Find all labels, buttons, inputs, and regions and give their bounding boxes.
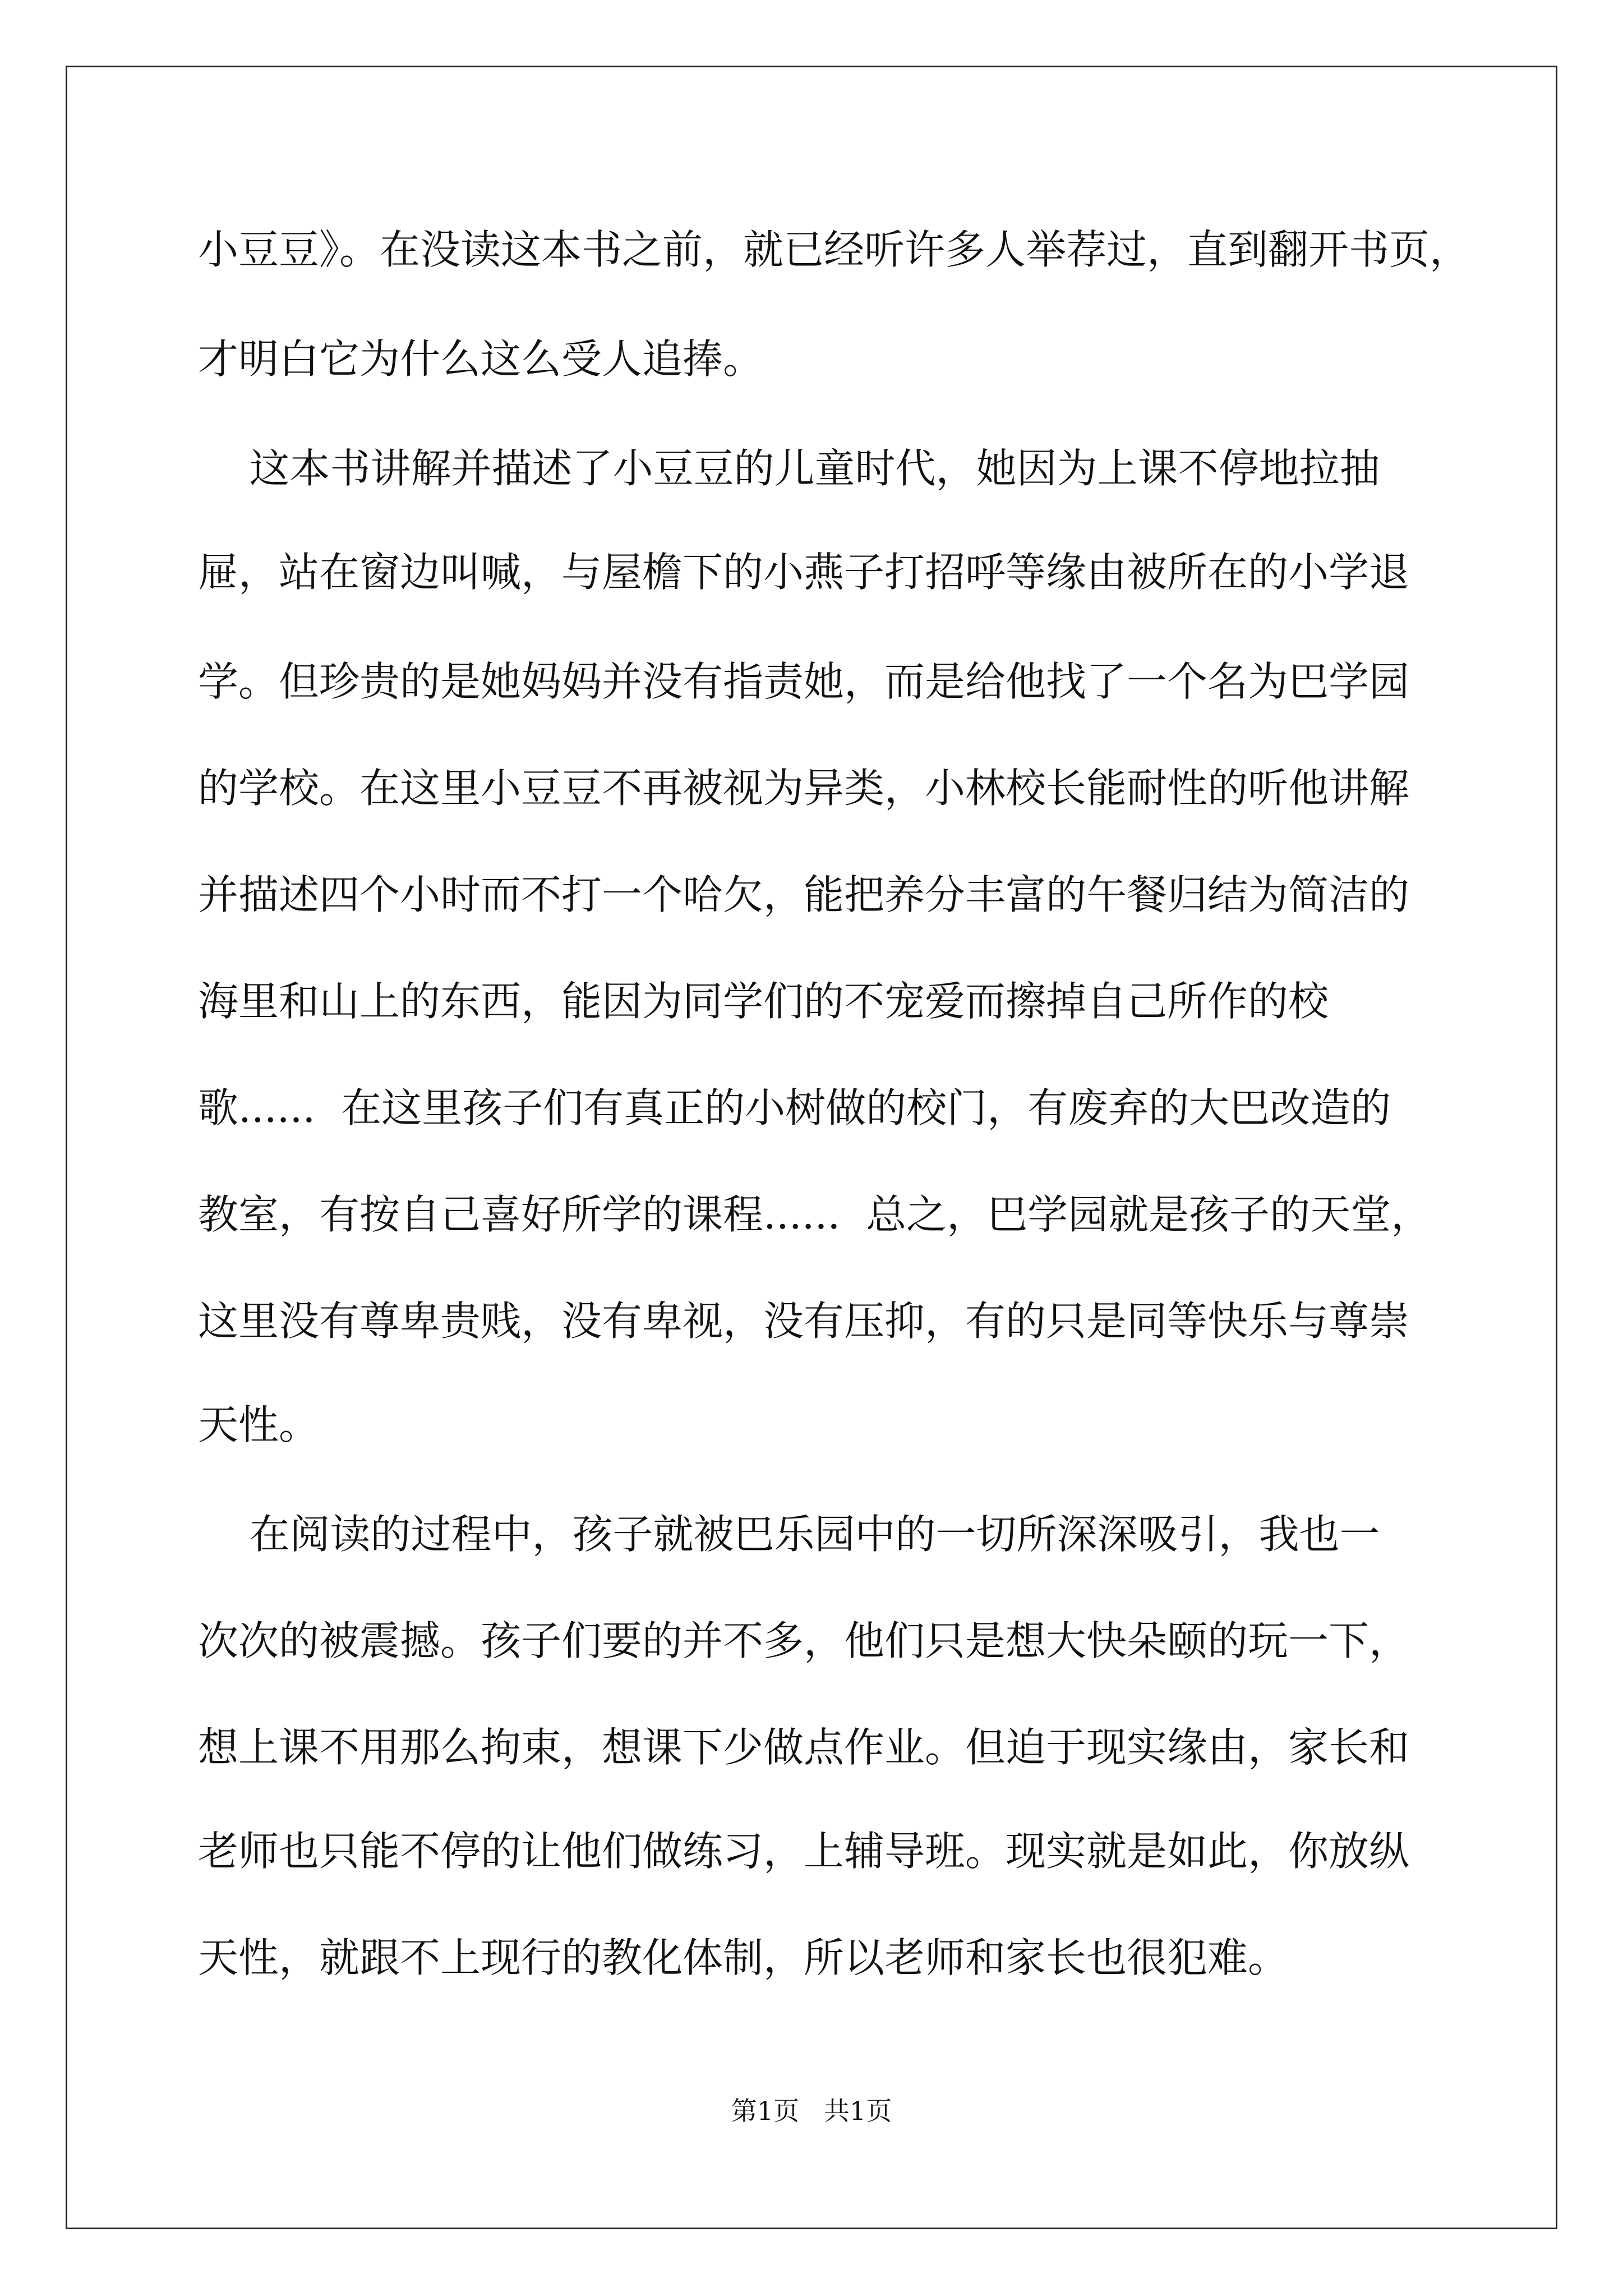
text-line: 的学校。在这里小豆豆不再被视为异类，小林校长能耐性的听他讲解: [198, 765, 1410, 812]
text-line: 在阅读的过程中，孩子就被巴乐园中的一切所深深吸引，我也一: [198, 1511, 1380, 1558]
text-line: 教室，有按自己喜好所学的课程...... 总之，巴学园就是孩子的天堂，: [198, 1191, 1432, 1238]
text-line: 天性，就跟不上现行的教化体制，所以老师和家长也很犯难。: [198, 1934, 1289, 1981]
text-line: 歌...... 在这里孩子们有真正的小树做的校门，有废弃的大巴改造的: [198, 1084, 1391, 1131]
text-line: 海里和山上的东西，能因为同学们的不宠爱而擦掉自己所作的校: [198, 978, 1329, 1025]
page-number: 第1页 共1页: [731, 2096, 892, 2126]
text-line: 老师也只能不停的让他们做练习，上辅导班。现实就是如此，你放纵: [198, 1828, 1410, 1875]
text-line: 这里没有尊卑贵贱，没有卑视，没有压抑，有的只是同等快乐与尊崇: [198, 1297, 1410, 1345]
text-line: 次次的被震撼。孩子们要的并不多，他们只是想大快朵颐的玩一下，: [198, 1617, 1410, 1664]
text-line: 这本书讲解并描述了小豆豆的儿童时代，她因为上课不停地拉抽: [198, 445, 1380, 492]
text-line: 才明白它为什么这么受人追捧。: [198, 335, 764, 383]
text-line: 并描述四个小时而不打一个哈欠，能把养分丰富的午餐归结为简洁的: [198, 871, 1410, 918]
text-line: 想上课不用那么拘束，想课下少做点作业。但迫于现实缘由，家长和: [198, 1724, 1410, 1771]
text-line: 天性。: [198, 1401, 320, 1448]
text-line: 学。但珍贵的是她妈妈并没有指责她，而是给他找了一个名为巴学园: [198, 658, 1410, 705]
text-line: 屉，站在窗边叫喊，与屋檐下的小燕子打招呼等缘由被所在的小学退: [198, 549, 1410, 596]
page-frame: [66, 66, 1557, 2229]
text-line: 小豆豆》。在没读这本书之前，就已经听许多人举荐过，直到翻开书页，: [198, 226, 1470, 273]
